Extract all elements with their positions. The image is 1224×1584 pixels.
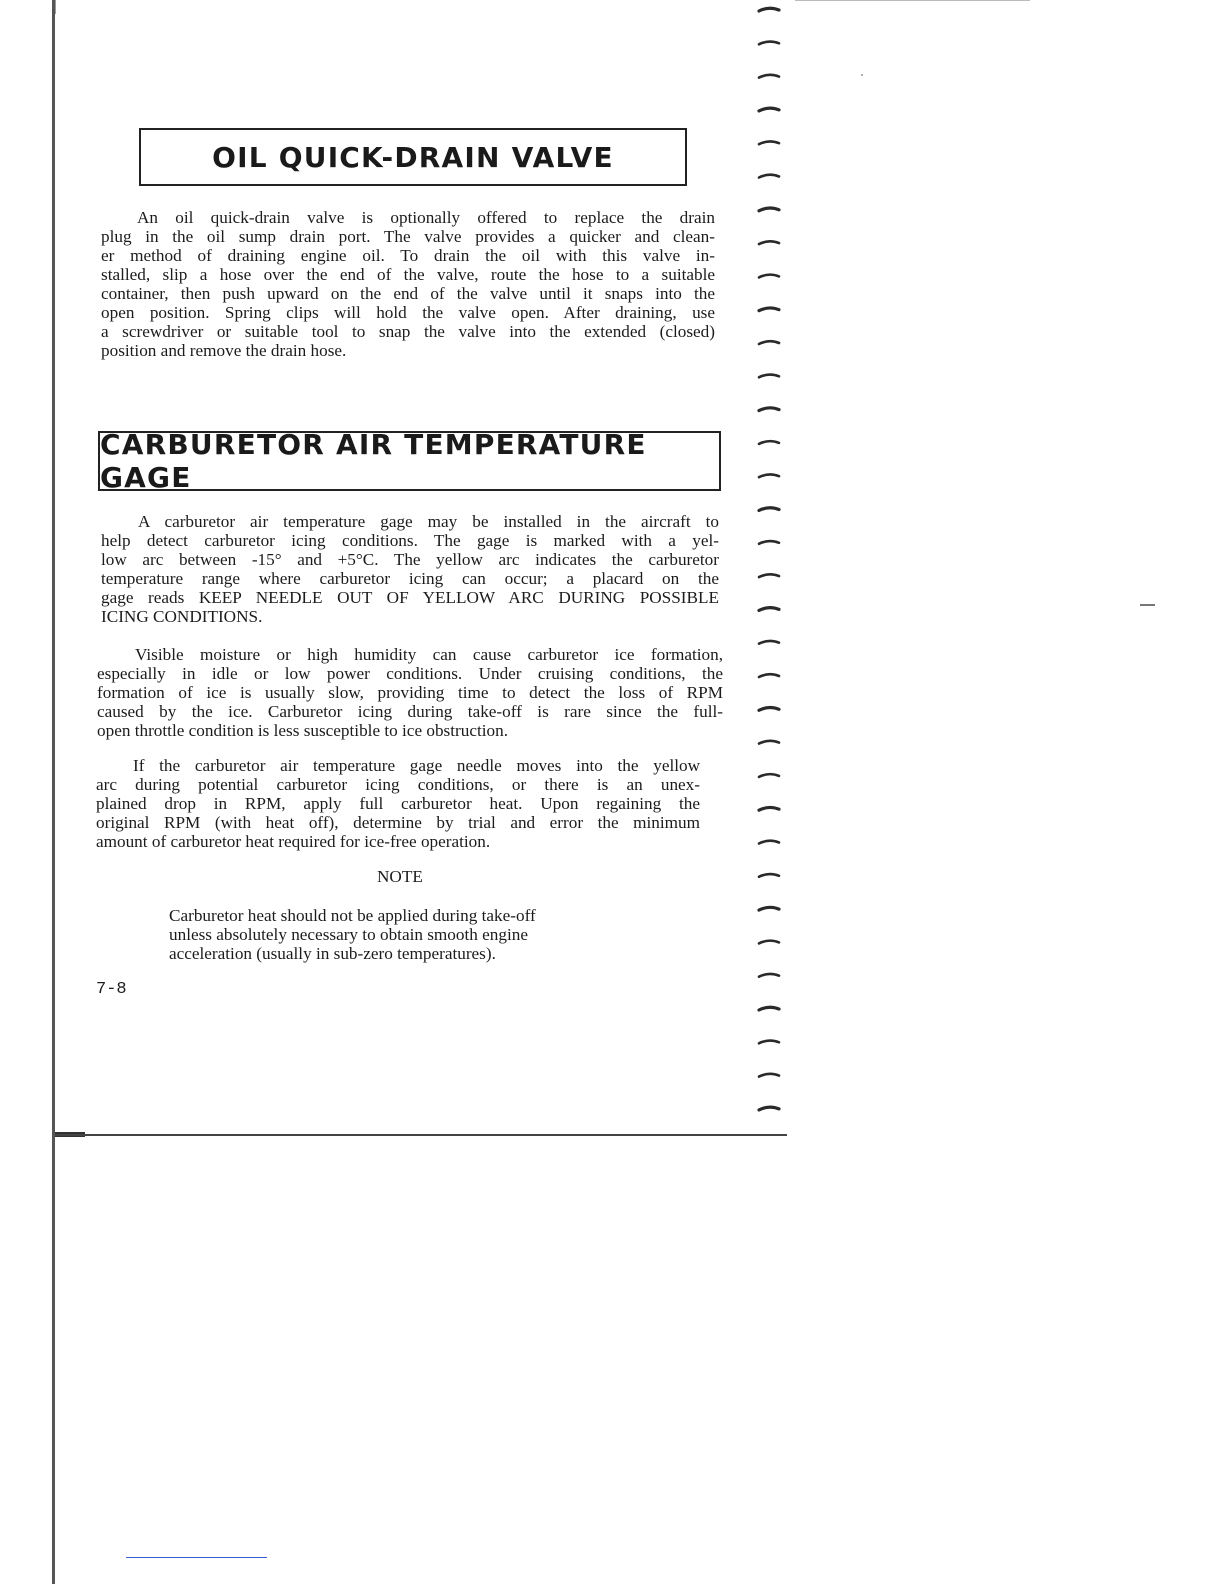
blue-underline-mark: [126, 1557, 267, 1558]
page-number: 7-8: [96, 980, 127, 999]
bottom-page-rule: [55, 1134, 787, 1136]
binding-coil: [759, 841, 779, 844]
binding-coil: [759, 541, 779, 544]
binding-coil: [759, 807, 779, 810]
text-line: Visible moisture or high humidity can cause carburetor ice formation,: [135, 645, 723, 664]
binding-coil: [759, 708, 779, 711]
binding-coil: [759, 741, 779, 744]
binding-coil: [759, 874, 779, 877]
carburetor-gage-paragraph-2: [97, 645, 723, 740]
page-left-edge: [52, 0, 55, 1584]
binding-coil: [759, 141, 779, 144]
binding-coil: [759, 275, 779, 278]
oil-quick-drain-paragraph: [101, 208, 715, 360]
text-line: plug in the oil sump drain port. The valve provides a quicker and clean-: [101, 227, 715, 246]
section-heading-text: CARBURETOR AIR TEMPERATURE GAGE: [100, 428, 647, 494]
text-line: container, then push upward on the end of the valve until it snaps into the: [101, 284, 715, 303]
text-line: arc during potential carburetor icing conditions, or there is an unex-: [96, 775, 700, 794]
text-line: caused by the ice. Carburetor icing during take-off is rare since the full-: [97, 702, 723, 721]
note-line: unless absolutely necessary to obtain smooth engine: [169, 925, 528, 944]
binding-coil: [759, 608, 779, 611]
spiral-binding: [755, 0, 785, 1130]
section-heading-oil-quick-drain-valve: [139, 128, 687, 186]
scan-speck: [861, 74, 863, 76]
binding-coil: [759, 108, 779, 111]
binding-coil: [759, 1007, 779, 1010]
text-line: low arc between -15° and +5°C. The yellow arc indicates the carburetor: [101, 550, 719, 569]
carburetor-gage-paragraph-1: [101, 512, 719, 626]
binding-coil: [759, 1107, 779, 1110]
top-edge-rule: [795, 0, 1030, 1]
binding-coil: [759, 175, 779, 178]
binding-coil: [759, 75, 779, 78]
binding-coil: [759, 641, 779, 644]
binding-coil: [759, 907, 779, 910]
section-heading-text: OIL QUICK-DRAIN VALVE: [212, 140, 614, 174]
note-line: acceleration (usually in sub-zero temperatures).: [169, 944, 496, 963]
text-line: ICING CONDITIONS.: [101, 607, 263, 626]
binding-coil: [759, 1041, 779, 1044]
binding-coil: [759, 441, 779, 444]
text-line: temperature range where carburetor icing can occur; a placard on the: [101, 569, 719, 588]
binding-coil: [759, 474, 779, 477]
binding-coil: [759, 308, 779, 311]
text-line: gage reads KEEP NEEDLE OUT OF YELLOW ARC DURING POSSIBLE: [101, 588, 719, 607]
margin-dash-mark: [1140, 604, 1155, 606]
note-title: NOTE: [377, 867, 423, 886]
text-line: plained drop in RPM, apply full carburetor heat. Upon regaining the: [96, 794, 700, 813]
binding-coil: [759, 774, 779, 777]
spiral-binding-coils: [755, 0, 785, 1130]
binding-coil: [759, 941, 779, 944]
binding-coil: [759, 8, 779, 11]
binding-coil: [759, 574, 779, 577]
binding-coil: [759, 408, 779, 411]
text-line: A carburetor air temperature gage may be installed in the aircraft to: [138, 512, 719, 531]
text-line: open position. Spring clips will hold the valve open. After draining, use: [101, 303, 715, 322]
text-line: An oil quick-drain valve is optionally offered to replace the drain: [137, 208, 715, 227]
binding-coil: [759, 375, 779, 378]
note-body: [169, 906, 615, 963]
binding-coil: [759, 1074, 779, 1077]
binding-coil: [759, 341, 779, 344]
note-line: Carburetor heat should not be applied during take-off: [169, 906, 536, 925]
binding-coil: [759, 974, 779, 977]
page-left-edge-tick: [55, 0, 56, 14]
text-line: formation of ice is usually slow, providing time to detect the loss of RPM: [97, 683, 723, 702]
text-line: open throttle condition is less susceptible to ice obstruction.: [97, 721, 508, 740]
text-line: help detect carburetor icing conditions. The gage is marked with a yel-: [101, 531, 719, 550]
text-line: If the carburetor air temperature gage needle moves into the yellow: [133, 756, 700, 775]
text-line: er method of draining engine oil. To drain the oil with this valve in-: [101, 246, 715, 265]
text-line: stalled, slip a hose over the end of the valve, route the hose to a suitable: [101, 265, 715, 284]
text-line: amount of carburetor heat required for ice-free operation.: [96, 832, 491, 851]
binding-coil: [759, 42, 779, 45]
text-line: position and remove the drain hose.: [101, 341, 347, 360]
text-line: especially in idle or low power conditions. Under cruising conditions, the: [97, 664, 723, 683]
binding-coil: [759, 674, 779, 677]
text-line: a screwdriver or suitable tool to snap the valve into the extended (closed): [101, 322, 715, 341]
binding-coil: [759, 508, 779, 511]
text-line: original RPM (with heat off), determine by trial and error the minimum: [96, 813, 700, 832]
binding-coil: [759, 208, 779, 211]
binding-coil: [759, 241, 779, 244]
section-heading-carburetor-air-temperature-gage: [98, 428, 721, 494]
carburetor-gage-paragraph-3: [96, 756, 700, 851]
